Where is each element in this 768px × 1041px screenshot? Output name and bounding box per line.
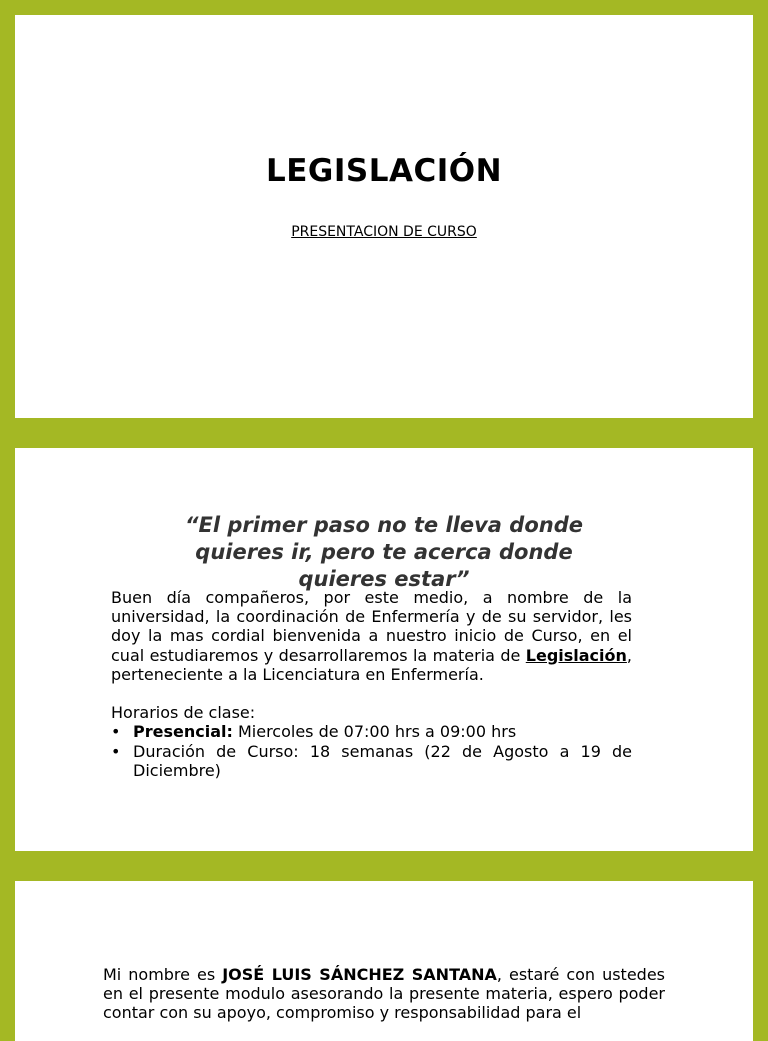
- course-name: Legislación: [525, 645, 627, 665]
- paragraph-spacer: [111, 684, 632, 703]
- bullet-icon: •: [111, 741, 121, 761]
- list-item-label: Presencial:: [133, 722, 233, 742]
- teacher-name: JOSÉ LUIS SÁNCHEZ SANTANA: [222, 965, 497, 984]
- welcome-paragraph-end: , perteneciente a la Licenciatura en Enfermería.: [111, 645, 632, 684]
- course-title: LEGISLACIÓN: [265, 153, 503, 189]
- bullet-icon: •: [111, 722, 121, 742]
- intro-start: Mi nombre es: [103, 965, 223, 984]
- slide-welcome: [15, 448, 753, 851]
- welcome-paragraph-start: Buen día compañeros, por este medio, a nombre de la universidad, la coordinación de Enfermería y de su servidor, les doy la mas cordial bienvenida a nuestro inicio de Curso, en el cual estudiaremos y desarrollaremos la materia de: [111, 588, 632, 665]
- list-item-text: Miercoles de 07:00 hrs a 09:00 hrs: [232, 722, 517, 742]
- teacher-intro-paragraph: [103, 965, 665, 1023]
- course-subtitle: PRESENTACION DE CURSO: [291, 224, 477, 240]
- list-item-text: Duración de Curso: 18 semanas (22 de Agosto a 19 de Diciembre): [133, 741, 632, 780]
- list-item: [111, 722, 632, 741]
- intro-end: , estaré con ustedes en el presente modulo asesorando la presente materia, espero poder contar con su apoyo, compromiso y responsabilidad para el: [103, 965, 666, 1023]
- motivational-quote: “El primer paso no te lleva donde quieres ir, pero te acerca donde quieres estar”: [185, 513, 583, 591]
- welcome-text: [111, 588, 632, 780]
- slide-title: [15, 15, 753, 418]
- schedule-list: [111, 722, 632, 780]
- list-item: [111, 742, 632, 780]
- schedule-heading: Horarios de clase:: [111, 703, 256, 723]
- welcome-paragraph: [111, 588, 632, 684]
- slide-teacher-intro: [15, 881, 753, 1041]
